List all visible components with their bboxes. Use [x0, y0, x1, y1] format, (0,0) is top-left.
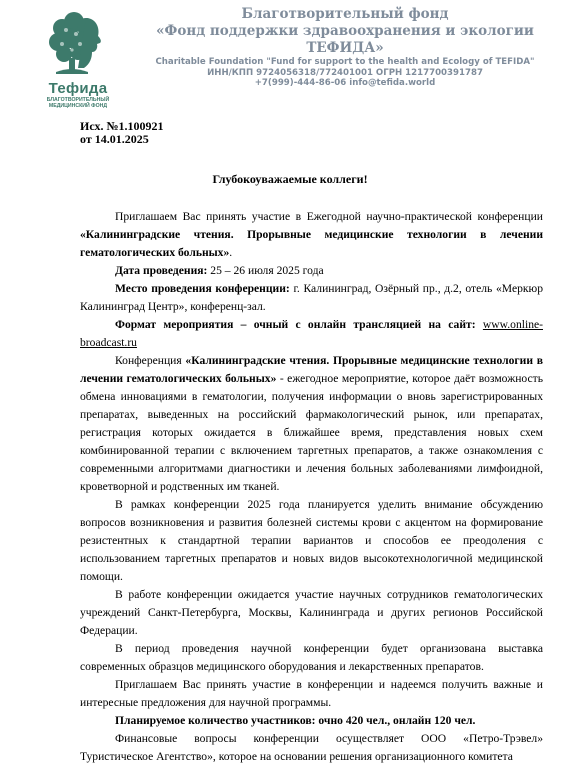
letterhead	[120, 6, 570, 89]
invitation-end: .	[229, 246, 233, 259]
about-text-start: Конференция	[115, 354, 186, 367]
foundation-type: Благотворительный фонд	[241, 6, 449, 22]
paragraph-about	[80, 352, 543, 496]
paragraph-participants: В работе конференции ожидается участие научных сотрудников гематологических учреждений Санкт-Петербурга, Москвы, Калининграда и других регионов Российской Федерации.	[80, 588, 543, 637]
contacts: +7(999)-444-86-06 info@tefida.world	[254, 78, 436, 88]
outgoing-reference	[80, 120, 164, 146]
broadcast-link[interactable]: www.online-broadcast.ru	[80, 318, 543, 349]
foundation-name-english: Charitable Foundation "Fund for support to the health and Ecology of TEFIDA"	[155, 57, 535, 67]
logo-name: Тефида	[48, 80, 108, 97]
paragraph-attendance: Планируемое количество участников: очно 420 чел., онлайн 120 чел.	[115, 714, 476, 727]
paragraph-exhibition: В период проведения научной конференции будет организована выставка современных образцов медицинского оборудования и лекарственных препаратов.	[80, 642, 543, 673]
format-label: Формат мероприятия – очный с онлайн трансляцией на сайт:	[115, 318, 476, 331]
reference-number: Исх. №1.100921	[80, 119, 164, 133]
foundation-logo	[34, 10, 120, 109]
salutation: Глубокоуважаемые коллеги!	[212, 172, 368, 186]
registration-numbers: ИНН/КПП 9724056318/772401001 ОГРН 1217700391787	[207, 67, 483, 78]
conference-title: «Калининградские чтения. Прорывные медицинские технологии в лечении гематологических больных»	[80, 228, 543, 259]
paragraph-format	[80, 316, 543, 352]
paragraph-invitation	[80, 208, 543, 262]
letter-body	[80, 208, 543, 766]
logo-subtitle	[38, 97, 118, 109]
paragraph-place	[80, 280, 543, 316]
place-value: г. Калининград, Озёрный пр., д.2, отель «Меркюр Калининград Центр», конференц-зал.	[80, 282, 543, 313]
paragraph-proposals: Приглашаем Вас принять участие в конференции и надеемся получить важные и интересные предложения для научной программы.	[80, 678, 543, 709]
about-text: - ежегодное мероприятие, которое даёт возможность обмена инновациями в гематологии, получения информации о вновь зарегистрированных препаратах, выведенных на российский фармакологический рынок, или препаратах, регистрация которых ожидается в ближайшее время, представления новых схем комбинированной терапии с включением таргетных препаратов, а также ознакомления с современными алгоритмами диагностики и лечения больных заболеваниями лимфоидной, кроветворной и родственных им тканей.	[80, 372, 543, 493]
paragraph-finance: Финансовые вопросы конференции осуществляет ООО «Петро-Трэвел» Туристическое Агентство», которое на основании решения организационного комитета	[80, 732, 543, 763]
reference-date: от 14.01.2025	[80, 132, 149, 146]
place-label: Место проведения конференции:	[115, 282, 290, 295]
foundation-name: «Фонд поддержки здравоохранения и экологии ТЕФИДА»	[156, 23, 534, 56]
invitation-text: Приглашаем Вас принять участие в Ежегодной научно-практической конференции	[115, 210, 543, 223]
paragraph-focus: В рамках конференции 2025 года планируется уделить внимание обсуждению вопросов возникновения и развития болезней системы крови с акцентом на формирование резистентных к стандартной терапии вариантов и способов ее преодоления с использованием таргетных препаратов и новых видов высокотехнологичной медицинской помощи.	[80, 498, 543, 583]
date-value: 25 – 26 июля 2025 года	[207, 264, 324, 277]
logo-subtitle-line-1: БЛАГОТВОРИТЕЛЬНЫЙ	[46, 97, 110, 103]
tree-head-logo-icon	[34, 10, 120, 82]
logo-subtitle-line-2: МЕДИЦИНСКИЙ ФОНД	[48, 103, 108, 109]
paragraph-date	[80, 262, 543, 280]
about-conference-title: «Калининградские чтения. Прорывные медицинские технологии в лечении гематологических больных»	[80, 354, 544, 385]
date-label: Дата проведения:	[115, 264, 208, 277]
